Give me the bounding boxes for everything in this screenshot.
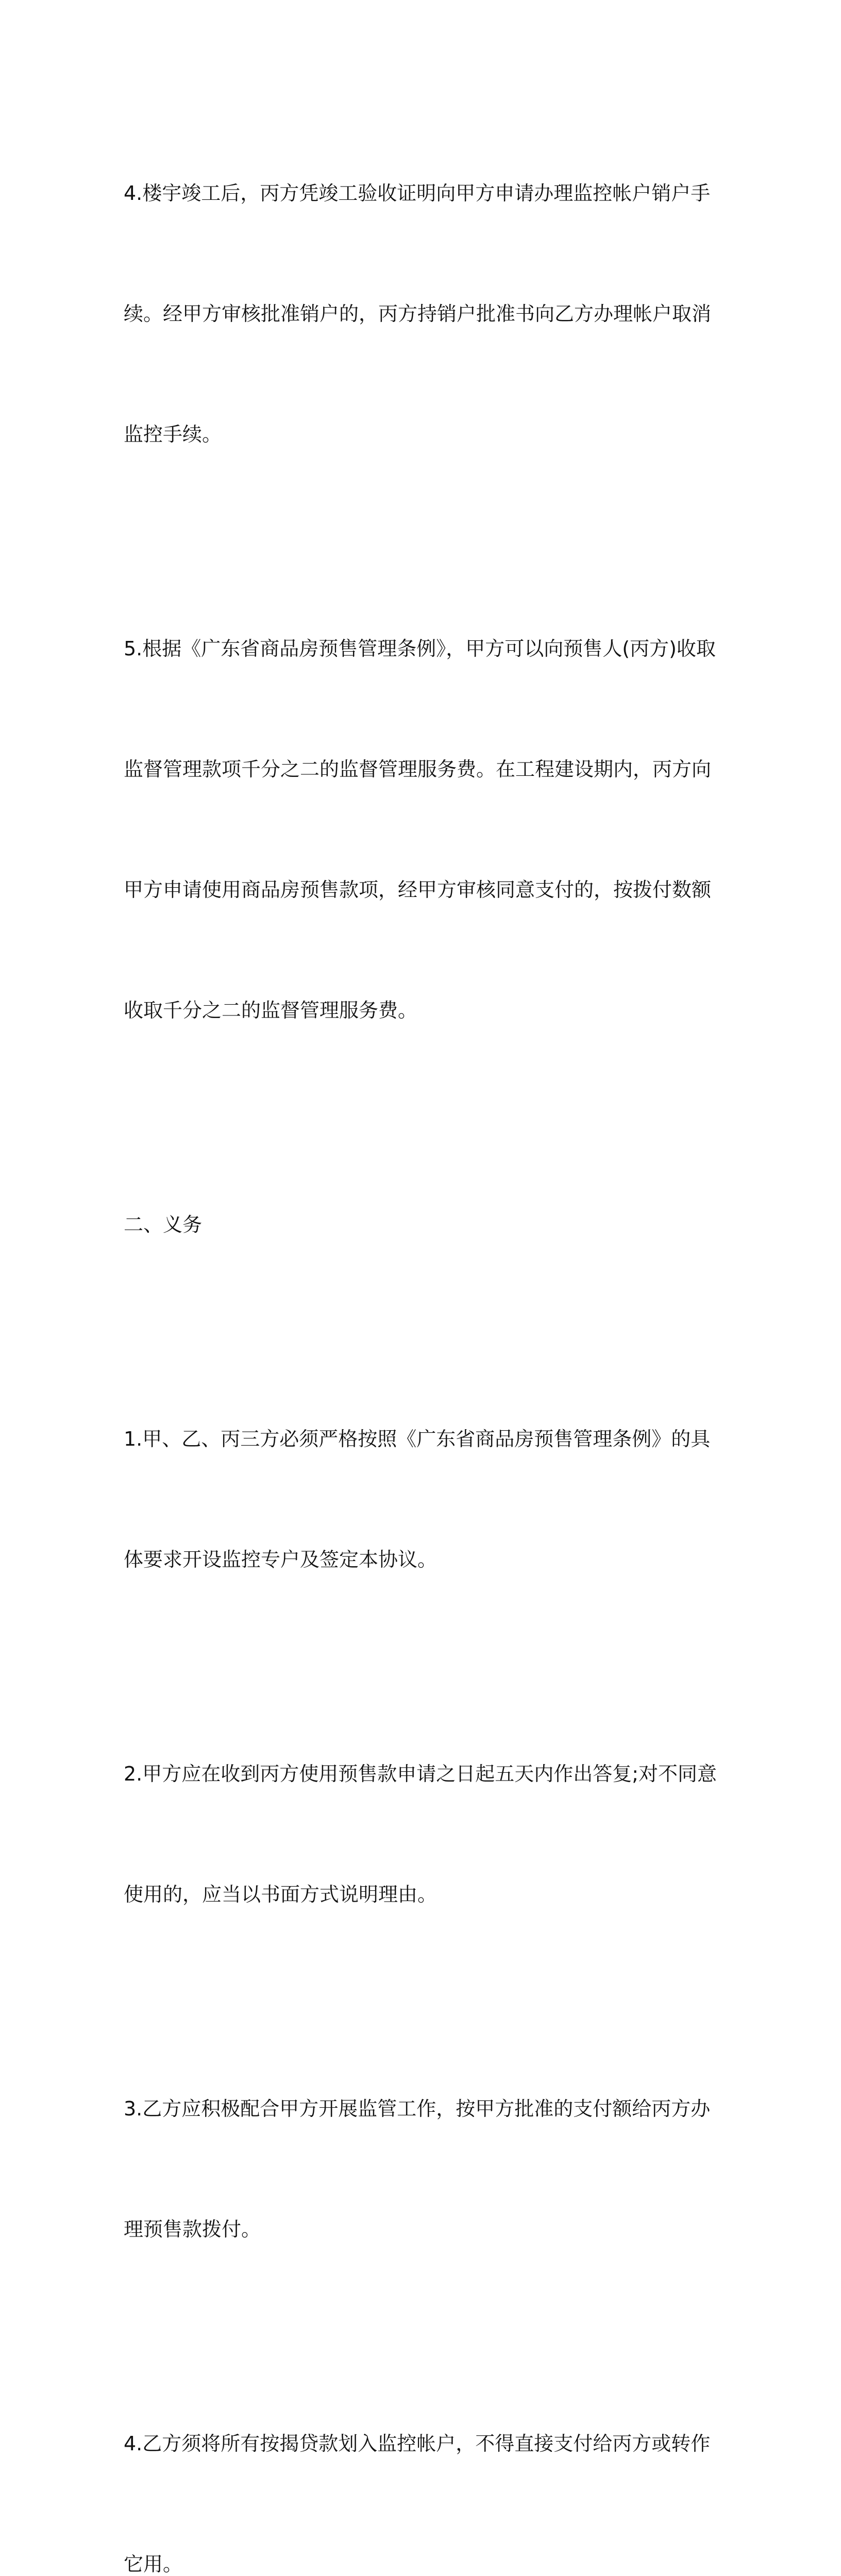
paragraph-rights-4 xyxy=(124,93,721,535)
document-body xyxy=(124,93,721,2576)
paragraph-obligations-1 xyxy=(124,1338,721,1660)
text-line: 监控手续。 xyxy=(124,423,222,446)
text-line: 4.楼宇竣工后，丙方凭竣工验收证明向甲方申请办理监控帐户销户手 xyxy=(124,182,711,205)
text-line: 监督管理款项千分之二的监督管理服务费。在工程建设期内，丙方向 xyxy=(124,758,712,781)
paragraph-obligations-3 xyxy=(124,2008,721,2330)
text-line: 4.乙方须将所有按揭贷款划入监控帐户，不得直接支付给丙方或转作 xyxy=(124,2432,711,2455)
section-heading-obligations xyxy=(124,1124,721,1325)
heading-text: 二、义务 xyxy=(124,1213,203,1236)
text-line: 理预售款拨付。 xyxy=(124,2218,261,2241)
text-line: 5.根据《广东省商品房预售管理条例》，甲方可以向预售人(丙方)收取 xyxy=(124,637,716,660)
text-line: 甲方申请使用商品房预售款项，经甲方审核同意支付的，按拨付数额 xyxy=(124,878,712,901)
paragraph-rights-5 xyxy=(124,548,721,1111)
text-line: 3.乙方应积极配合甲方开展监管工作，按甲方批准的支付额给丙方办 xyxy=(124,2097,711,2120)
text-line: 体要求开设监控专户及签定本协议。 xyxy=(124,1548,438,1571)
text-line: 2.甲方应在收到丙方使用预售款申请之日起五天内作出答复;对不同意 xyxy=(124,1762,717,1785)
text-line: 它用。 xyxy=(124,2553,183,2575)
text-line: 1.甲、乙、丙三方必须严格按照《广东省商品房预售管理条例》的具 xyxy=(124,1428,711,1450)
paragraph-obligations-2 xyxy=(124,1673,721,1995)
text-line: 收取千分之二的监督管理服务费。 xyxy=(124,999,418,1022)
paragraph-obligations-4 xyxy=(124,2343,721,2576)
text-line: 使用的，应当以书面方式说明理由。 xyxy=(124,1883,438,1906)
text-line: 续。经甲方审核批准销户的，丙方持销户批准书向乙方办理帐户取消 xyxy=(124,302,712,325)
